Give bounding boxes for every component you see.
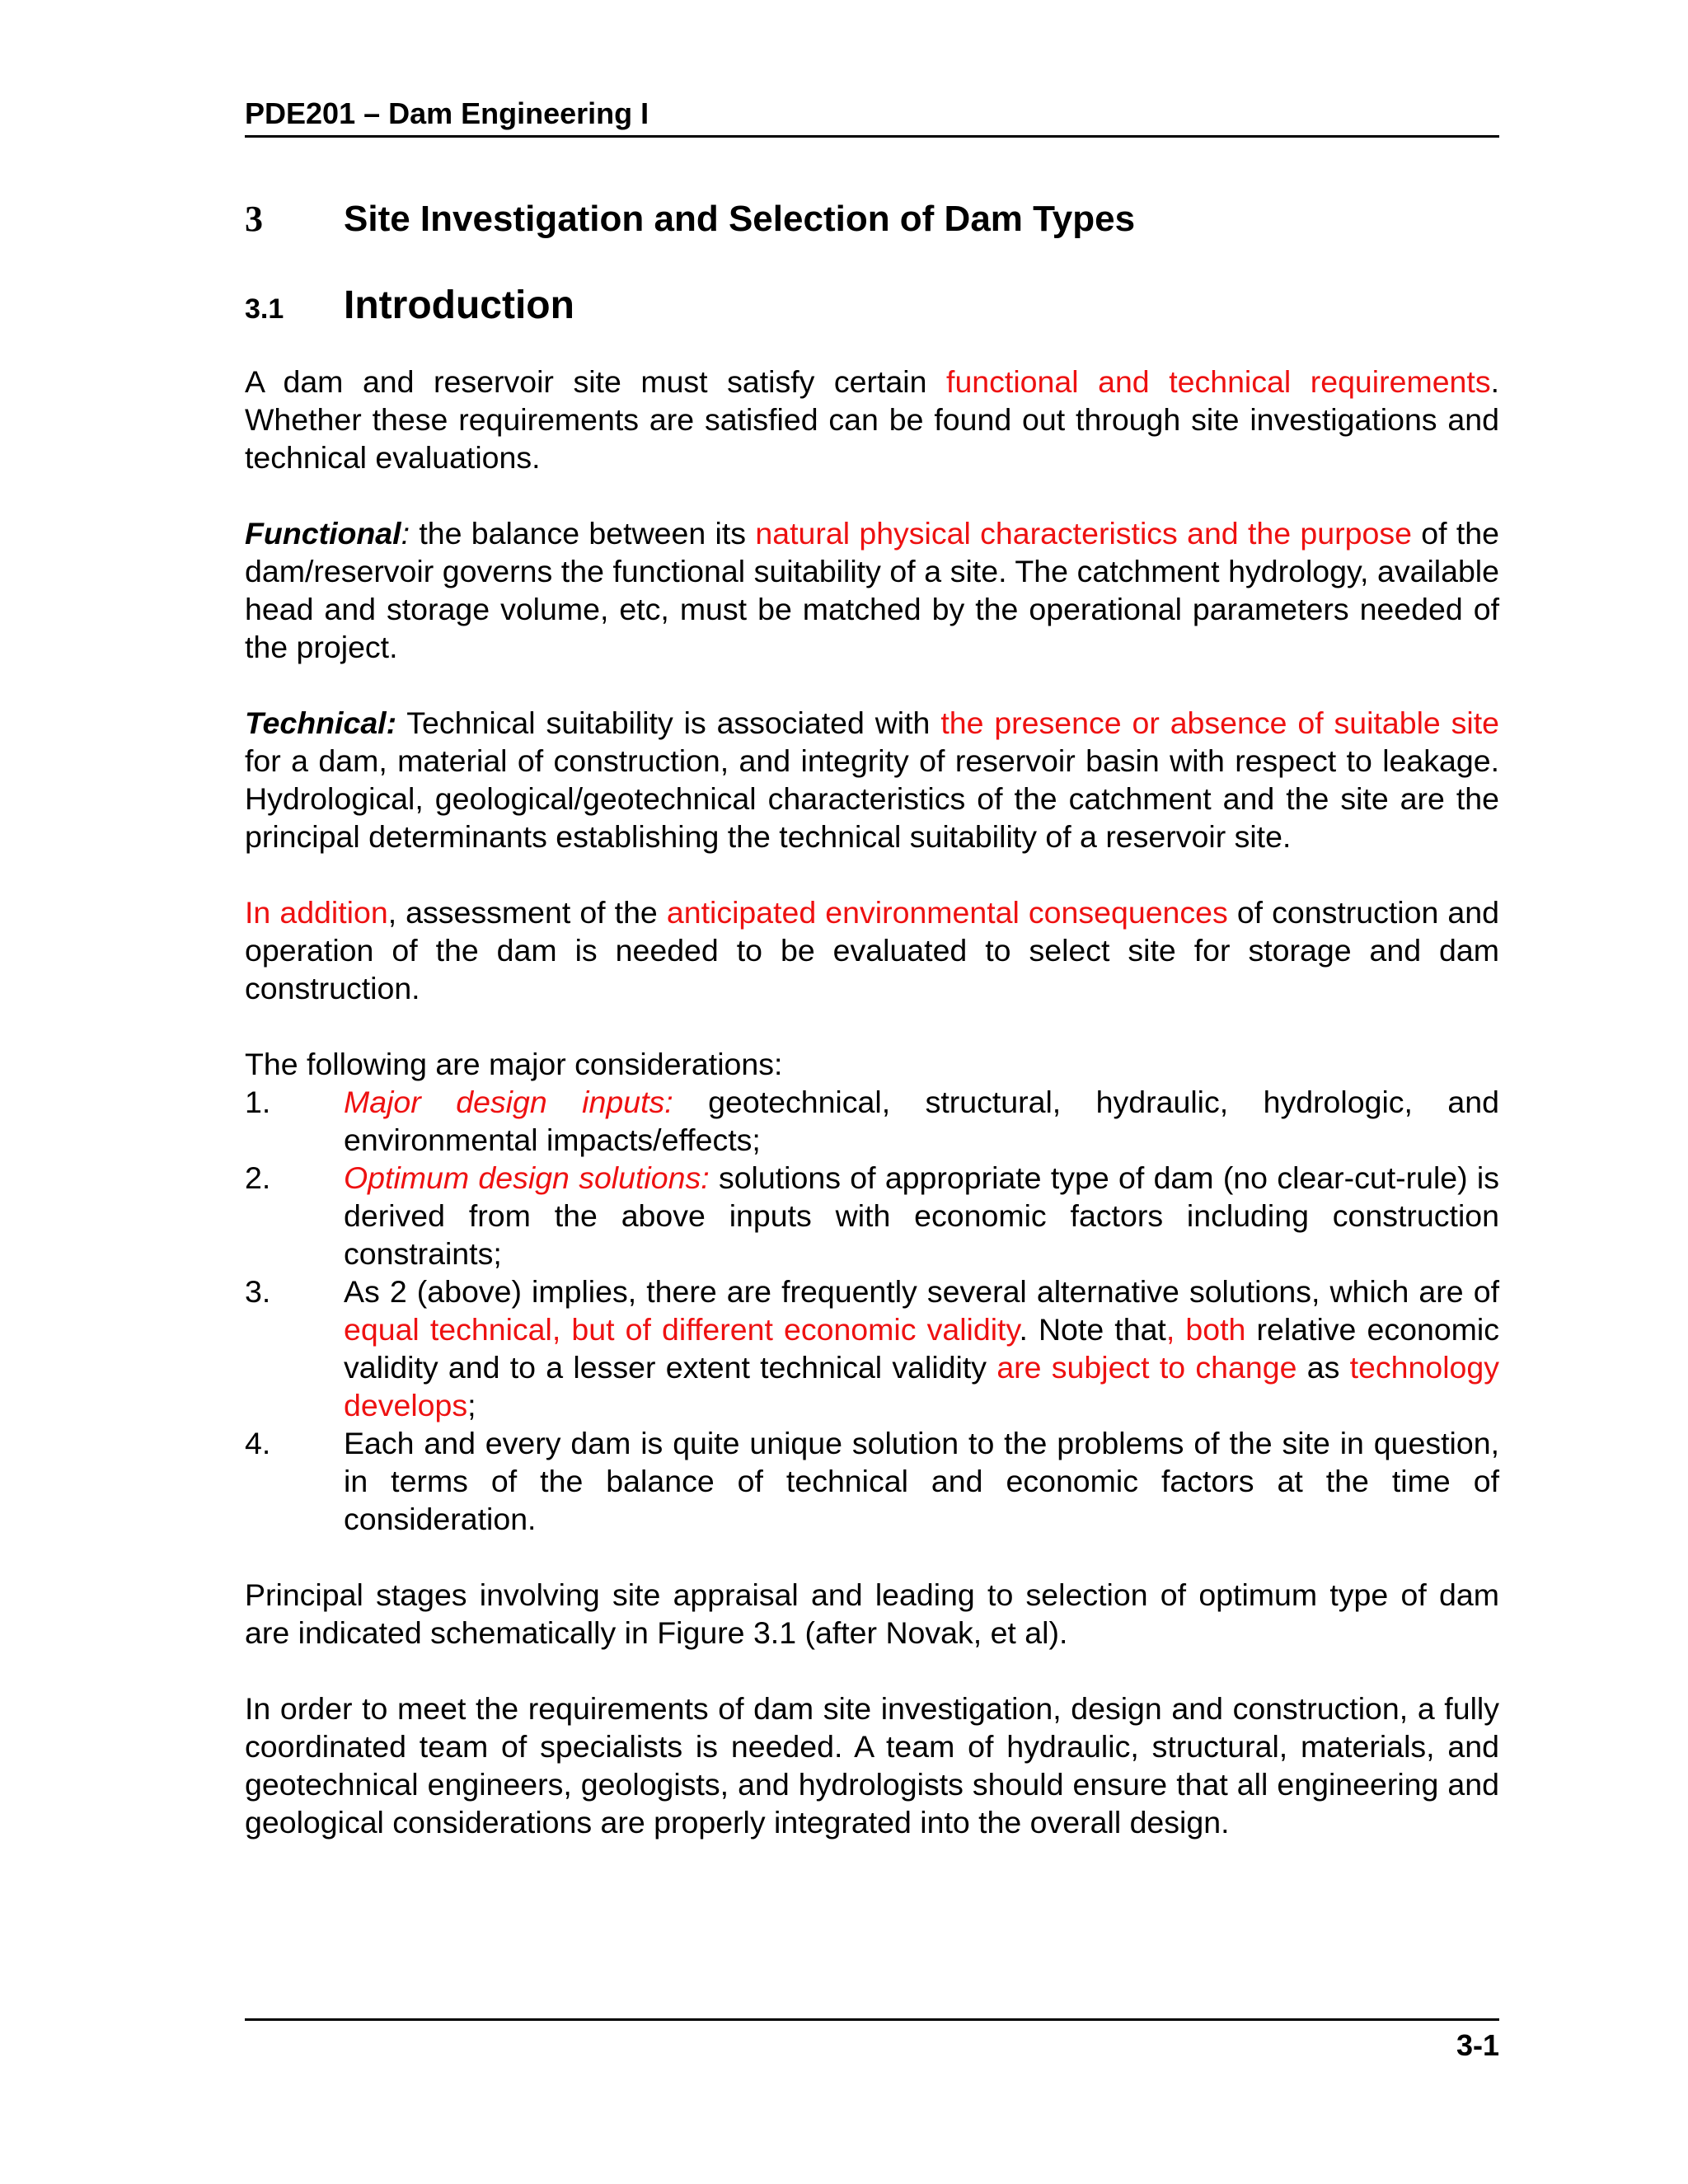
highlight: the presence or absence of suitable site [940, 705, 1500, 740]
term-label: Functional [245, 516, 401, 551]
highlight: technology develops [344, 1350, 1499, 1422]
paragraph-addition: In addition, assessment of the anticipated environmental consequences of construction and operation of the dam is needed to be evaluated to select site for storage and dam construction. [245, 895, 1499, 1005]
list-item: 4. Each and every dam is quite unique solution to the problems of the site in question, in terms of the balance of technical and economic factors at the time of consideration. [245, 1426, 1499, 1536]
considerations-list [245, 1083, 1499, 1538]
document-page [245, 0, 1499, 2184]
list-marker: 2. [245, 1160, 271, 1195]
list-item: 2. Optimum design solutions: solutions of appropriate type of dam (no clear-cut-rule) is derived from the above inputs with economic factors including construction constraints; [245, 1160, 1499, 1271]
running-header: PDE201 – Dam Engineering I [245, 94, 1499, 138]
footer-rule [245, 2018, 1499, 2021]
list-item: 3. As 2 (above) implies, there are frequently several alternative solutions, which are of equal technical, but of different economic validity. Note that, both relative economic validity and to a lesser extent technical validity are subject to change as technology develops; [245, 1274, 1500, 1422]
body-text [245, 363, 1499, 1841]
list-item: 1. Major design inputs: geotechnical, structural, hydraulic, hydrologic, and environmental impacts/effects; [245, 1085, 1499, 1157]
chapter-title: Site Investigation and Selection of Dam Types [344, 199, 1136, 239]
section-heading [245, 280, 1499, 335]
highlight: Optimum design solutions: [344, 1160, 710, 1195]
highlight: equal technical, but of different economic validity [344, 1312, 1020, 1347]
chapter-heading [245, 194, 1499, 244]
highlight: are subject to change [996, 1350, 1297, 1385]
highlight: natural physical characteristics and the purpose [755, 516, 1412, 551]
list-marker: 4. [245, 1426, 271, 1460]
paragraph-principal: Principal stages involving site appraisal and leading to selection of optimum type of dam are indicated schematically in Figure 3.1 (after Novak, et al). [245, 1577, 1499, 1650]
highlight: Major design inputs: [344, 1085, 673, 1119]
term-label: Technical: [245, 705, 397, 740]
paragraph-functional: Functional: the balance between its natural physical characteristics and the purpose of the dam/reservoir governs the functional suitability of a site. The catchment hydrology, available head and storage volume, etc, must be matched by the operational parameters needed of the project. [245, 516, 1499, 664]
list-marker: 3. [245, 1274, 271, 1309]
section-number: 3.1 [245, 293, 284, 325]
paragraph-following: The following are major considerations: [245, 1047, 783, 1081]
paragraph-technical: Technical: Technical suitability is associated with the presence or absence of suitable site for a dam, material of construction, and integrity of reservoir basin with respect to leakage. Hydrological, geological/geotechnical characteristics of the catchment and the site are the principal determinants establishing the technical suitability of a reservoir site. [245, 705, 1500, 854]
highlight: functional and technical requirements [946, 364, 1491, 399]
chapter-number: 3 [245, 199, 263, 239]
highlight: , both [1165, 1312, 1246, 1347]
page-number: 3-1 [1456, 2028, 1499, 2062]
list-marker: 1. [245, 1085, 271, 1119]
paragraph-intro: A dam and reservoir site must satisfy certain functional and technical requirements. Whether these requirements are satisfied can be found out through site investigations and technical evaluations. [245, 364, 1499, 475]
section-title: Introduction [344, 284, 574, 327]
highlight: anticipated environmental consequences [666, 895, 1228, 930]
highlight: In addition [245, 895, 388, 930]
paragraph-team: In order to meet the requirements of dam site investigation, design and construction, a fully coordinated team of specialists is needed. A team of hydraulic, structural, materials, and geotechnical engineers, geologists, and hydrologists should ensure that all engineering and geological considerations are properly integrated into the overall design. [245, 1691, 1499, 1840]
